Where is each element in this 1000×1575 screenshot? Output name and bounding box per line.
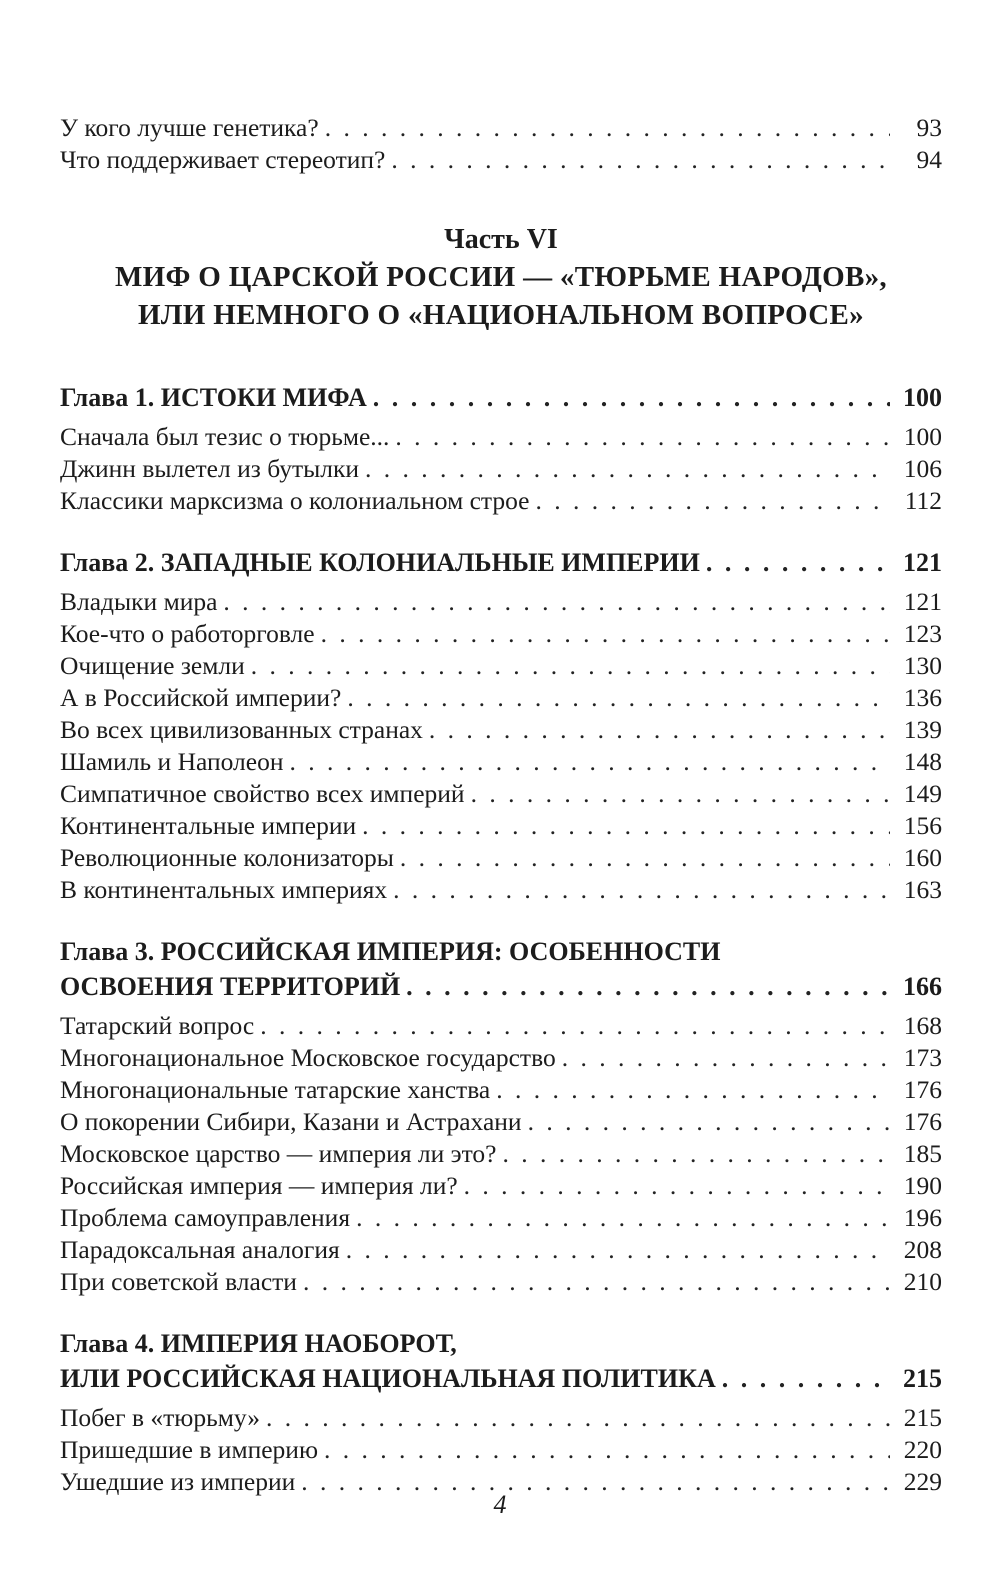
toc-entry-page: 149: [903, 779, 942, 808]
toc-entry-page: 106: [903, 454, 942, 483]
dot-leader: [528, 1106, 890, 1138]
toc-entry-title: Очищение земли: [60, 651, 245, 680]
toc-entry-title: Многонациональные татарские ханства: [60, 1075, 491, 1104]
toc-entry[interactable]: [60, 1402, 942, 1434]
chapter-title-line2: ОСВОЕНИЯ ТЕРРИТОРИЙ: [60, 972, 401, 1001]
toc-entry-title: Парадоксальная аналогия: [60, 1235, 340, 1264]
toc-entry-page: 185: [903, 1139, 942, 1168]
toc-top-entries: [60, 112, 942, 176]
toc-entry-title: Многонациональное Московское государство: [60, 1043, 556, 1072]
toc-entry-page: 208: [903, 1235, 942, 1264]
toc-entry[interactable]: [60, 1042, 942, 1074]
toc-entry-title: А в Российской империи?: [60, 683, 342, 712]
toc-entry-title: Симпатичное свойство всех империй: [60, 779, 465, 808]
toc-entry-title: О покорении Сибири, Казани и Астрахани: [60, 1107, 522, 1136]
chapter-heading[interactable]: [60, 380, 942, 415]
chapter-title-line1[interactable]: Глава 4. ИМПЕРИЯ НАОБОРОТ,: [60, 1329, 457, 1358]
chapter-title: Глава 1. ИСТОКИ МИФА: [60, 383, 367, 412]
dot-leader: [266, 1402, 890, 1434]
toc-entry[interactable]: [60, 810, 942, 842]
toc-entry-page: 190: [903, 1171, 942, 1200]
chapter-heading[interactable]: [60, 969, 942, 1004]
toc-entry[interactable]: [60, 746, 942, 778]
toc-entry[interactable]: [60, 112, 942, 144]
dot-leader: [303, 1266, 890, 1298]
toc-entry[interactable]: [60, 650, 942, 682]
dot-leader: [365, 453, 890, 485]
dot-leader: [251, 650, 890, 682]
toc-entry-page: 112: [904, 486, 942, 515]
toc-entry-page: 168: [903, 1011, 942, 1040]
toc-entry[interactable]: [60, 586, 942, 618]
chapter-page: 121: [903, 548, 942, 577]
chapter-heading[interactable]: [60, 1361, 942, 1396]
chapter-title-line1[interactable]: Глава 3. РОССИЙСКАЯ ИМПЕРИЯ: ОСОБЕННОСТИ: [60, 937, 721, 966]
part-title-line1: МИФ О ЦАРСКОЙ РОССИИ — «ТЮРЬМЕ НАРОДОВ»,: [115, 261, 887, 293]
dot-leader: [362, 810, 890, 842]
dot-leader: [429, 714, 890, 746]
dot-leader: [471, 778, 890, 810]
toc-entry-title: Джинн вылетел из бутылки: [60, 454, 359, 483]
toc-entry[interactable]: [60, 778, 942, 810]
toc-entry[interactable]: [60, 453, 942, 485]
toc-entry-page: 148: [903, 747, 942, 776]
dot-leader: [356, 1202, 890, 1234]
toc-entry[interactable]: [60, 421, 942, 453]
toc-entry-title: Побег в «тюрьму»: [60, 1403, 260, 1432]
chapter-page: 215: [903, 1364, 942, 1393]
part-heading: [60, 222, 942, 334]
toc-entry-page: 160: [903, 843, 942, 872]
toc-entry-title: Сначала был тезис о тюрьме...: [60, 422, 390, 451]
toc-entry-title: Проблема самоуправления: [60, 1203, 351, 1232]
toc-entry-page: 173: [903, 1043, 942, 1072]
chapter-2: [60, 545, 942, 906]
toc-entry-title: Революционные колонизаторы: [60, 843, 394, 872]
chapter-title-line2: ИЛИ РОССИЙСКАЯ НАЦИОНАЛЬНАЯ ПОЛИТИКА: [60, 1364, 716, 1393]
part-title-line2: ИЛИ НЕМНОГО О «НАЦИОНАЛЬНОМ ВОПРОСЕ»: [138, 299, 864, 331]
toc-entry-page: 139: [903, 715, 942, 744]
dot-leader: [347, 682, 890, 714]
toc-entry-page: 210: [903, 1267, 942, 1296]
toc-entry-page: 130: [903, 651, 942, 680]
toc-entry[interactable]: [60, 1106, 942, 1138]
toc-entry-page: 220: [903, 1435, 942, 1464]
chapter-1: [60, 380, 942, 517]
dot-leader: [400, 842, 890, 874]
toc-entry-page: 121: [903, 587, 942, 616]
toc-entry[interactable]: [60, 1170, 942, 1202]
toc-entry[interactable]: [60, 874, 942, 906]
toc-entry-page: 196: [903, 1203, 942, 1232]
toc-entry[interactable]: [60, 1202, 942, 1234]
toc-entry-page: 136: [903, 683, 942, 712]
dot-leader: [391, 144, 890, 176]
chapter-4: [60, 1326, 942, 1498]
toc-entry-page: 163: [903, 875, 942, 904]
dot-leader: [722, 1361, 890, 1396]
toc-entry-title: Шамиль и Наполеон: [60, 747, 284, 776]
part-label: Часть VI: [444, 224, 558, 255]
dot-leader: [464, 1170, 890, 1202]
toc-entry-page: 100: [903, 422, 942, 451]
dot-leader: [325, 112, 890, 144]
toc-entry-title: Во всех цивилизованных странах: [60, 715, 423, 744]
toc-entry[interactable]: [60, 1434, 942, 1466]
toc-entry[interactable]: [60, 714, 942, 746]
toc-entry-title: Континентальные империи: [60, 811, 357, 840]
toc-entry[interactable]: [60, 1074, 942, 1106]
dot-leader: [321, 618, 890, 650]
toc-entry[interactable]: [60, 144, 942, 176]
toc-entry-title: Что поддерживает стереотип?: [60, 145, 386, 174]
toc-entry[interactable]: [60, 618, 942, 650]
dot-leader: [260, 1010, 890, 1042]
toc-entry[interactable]: [60, 682, 942, 714]
chapter-3: [60, 934, 942, 1298]
toc-entry-page: 176: [903, 1075, 942, 1104]
chapter-title: Глава 2. ЗАПАДНЫЕ КОЛОНИАЛЬНЫЕ ИМПЕРИИ: [60, 548, 700, 577]
dot-leader: [706, 545, 890, 580]
toc-entry-title: У кого лучше генетика?: [60, 113, 319, 142]
dot-leader: [535, 485, 890, 517]
dot-leader: [496, 1074, 890, 1106]
dot-leader: [562, 1042, 890, 1074]
toc-entry-title: При советской власти: [60, 1267, 297, 1296]
toc-entry[interactable]: [60, 842, 942, 874]
toc-entry-page: 123: [903, 619, 942, 648]
toc-entry-page: 215: [903, 1403, 942, 1432]
dot-leader: [406, 969, 890, 1004]
toc-entry-title: Московское царство — империя ли это?: [60, 1139, 497, 1168]
toc-entry-title: Классики марксизма о колониальном строе: [60, 486, 530, 515]
toc-entry-title: Татарский вопрос: [60, 1011, 255, 1040]
chapter-heading[interactable]: [60, 545, 942, 580]
chapter-page: 100: [903, 383, 942, 412]
toc-page: [60, 112, 942, 1498]
toc-entry-page: 93: [916, 113, 942, 142]
toc-entry-title: Кое-что о работорговле: [60, 619, 315, 648]
toc-entry-page: 176: [903, 1107, 942, 1136]
toc-entry[interactable]: [60, 1138, 942, 1170]
toc-entry[interactable]: [60, 1010, 942, 1042]
toc-entry-title: В континентальных империях: [60, 875, 388, 904]
dot-leader: [324, 1434, 890, 1466]
toc-entry-title: Ушедшие из империи: [60, 1467, 296, 1496]
toc-entry-title: Владыки мира: [60, 587, 218, 616]
toc-entry[interactable]: [60, 485, 942, 517]
toc-entry[interactable]: [60, 1266, 942, 1298]
toc-entry-title: Российская империя — империя ли?: [60, 1171, 458, 1200]
dot-leader: [346, 1234, 890, 1266]
toc-entry-page: 94: [916, 145, 942, 174]
page-number: 4: [493, 1490, 507, 1519]
dot-leader: [395, 421, 890, 453]
chapter-page: 166: [903, 972, 942, 1001]
dot-leader: [223, 586, 890, 618]
toc-entry[interactable]: [60, 1234, 942, 1266]
toc-entry-title: Пришедшие в империю: [60, 1435, 318, 1464]
dot-leader: [393, 874, 890, 906]
dot-leader: [503, 1138, 890, 1170]
toc-entry-page: 229: [903, 1467, 942, 1496]
dot-leader: [289, 746, 890, 778]
dot-leader: [373, 380, 890, 415]
toc-entry-page: 156: [903, 811, 942, 840]
